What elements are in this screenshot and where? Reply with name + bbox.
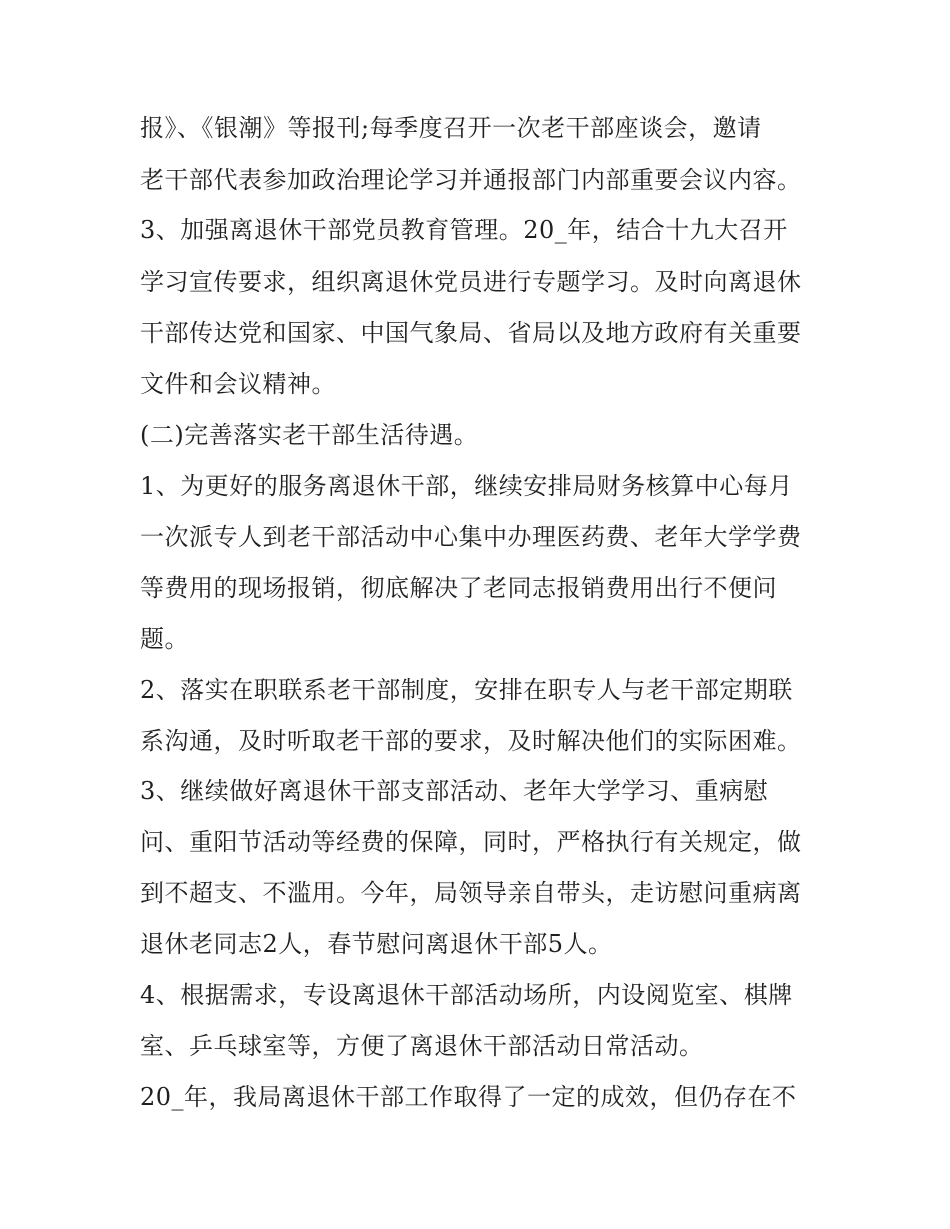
- text-line: 退休老同志2人，春节慰问离退休干部5人。: [140, 930, 613, 958]
- section-heading: (二)完善落实老干部生活待遇。: [140, 421, 479, 449]
- text-line: 2、落实在职联系老干部制度，安排在职专人与老干部定期联: [140, 676, 793, 704]
- text-line: 干部传达党和国家、中国气象局、省局以及地方政府有关重要: [140, 319, 802, 347]
- text-line: 室、乒乓球室等，方便了离退休干部活动日常活动。: [140, 1032, 704, 1060]
- text-line: 1、为更好的服务离退休干部，继续安排局财务核算中心每月: [140, 472, 793, 500]
- text-line: 3、加强离退休干部党员教育管理。20_年，结合十九大召开: [140, 216, 788, 244]
- text-line: 文件和会议精神。: [140, 370, 336, 398]
- text-line: 等费用的现场报销，彻底解决了老同志报销费用出行不便问: [140, 574, 777, 602]
- text-line: 20_年，我局离退休干部工作取得了一定的成效，但仍存在不: [140, 1083, 797, 1111]
- text-line: 老干部代表参加政治理论学习并通报部门内部重要会议内容。: [140, 166, 802, 194]
- text-line: 3、继续做好离退休干部支部活动、老年大学学习、重病慰: [140, 777, 769, 805]
- text-line: 一次派专人到老干部活动中心集中办理医药费、老年大学学费: [140, 523, 802, 551]
- text-line: 学习宣传要求，组织离退休党员进行专题学习。及时向离退休: [140, 268, 802, 296]
- text-line: 4、根据需求，专设离退休干部活动场所，内设阅览室、棋牌: [140, 981, 793, 1009]
- text-line: 报》、《银潮》等报刊;每季度召开一次老干部座谈会，邀请: [140, 114, 762, 142]
- text-line: 系沟通，及时听取老干部的要求，及时解决他们的实际困难。: [140, 727, 802, 755]
- text-line: 题。: [140, 625, 189, 653]
- text-line: 问、重阳节活动等经费的保障，同时，严格执行有关规定，做: [140, 828, 802, 856]
- text-line: 到不超支、不滥用。今年，局领导亲自带头，走访慰问重病离: [140, 879, 802, 907]
